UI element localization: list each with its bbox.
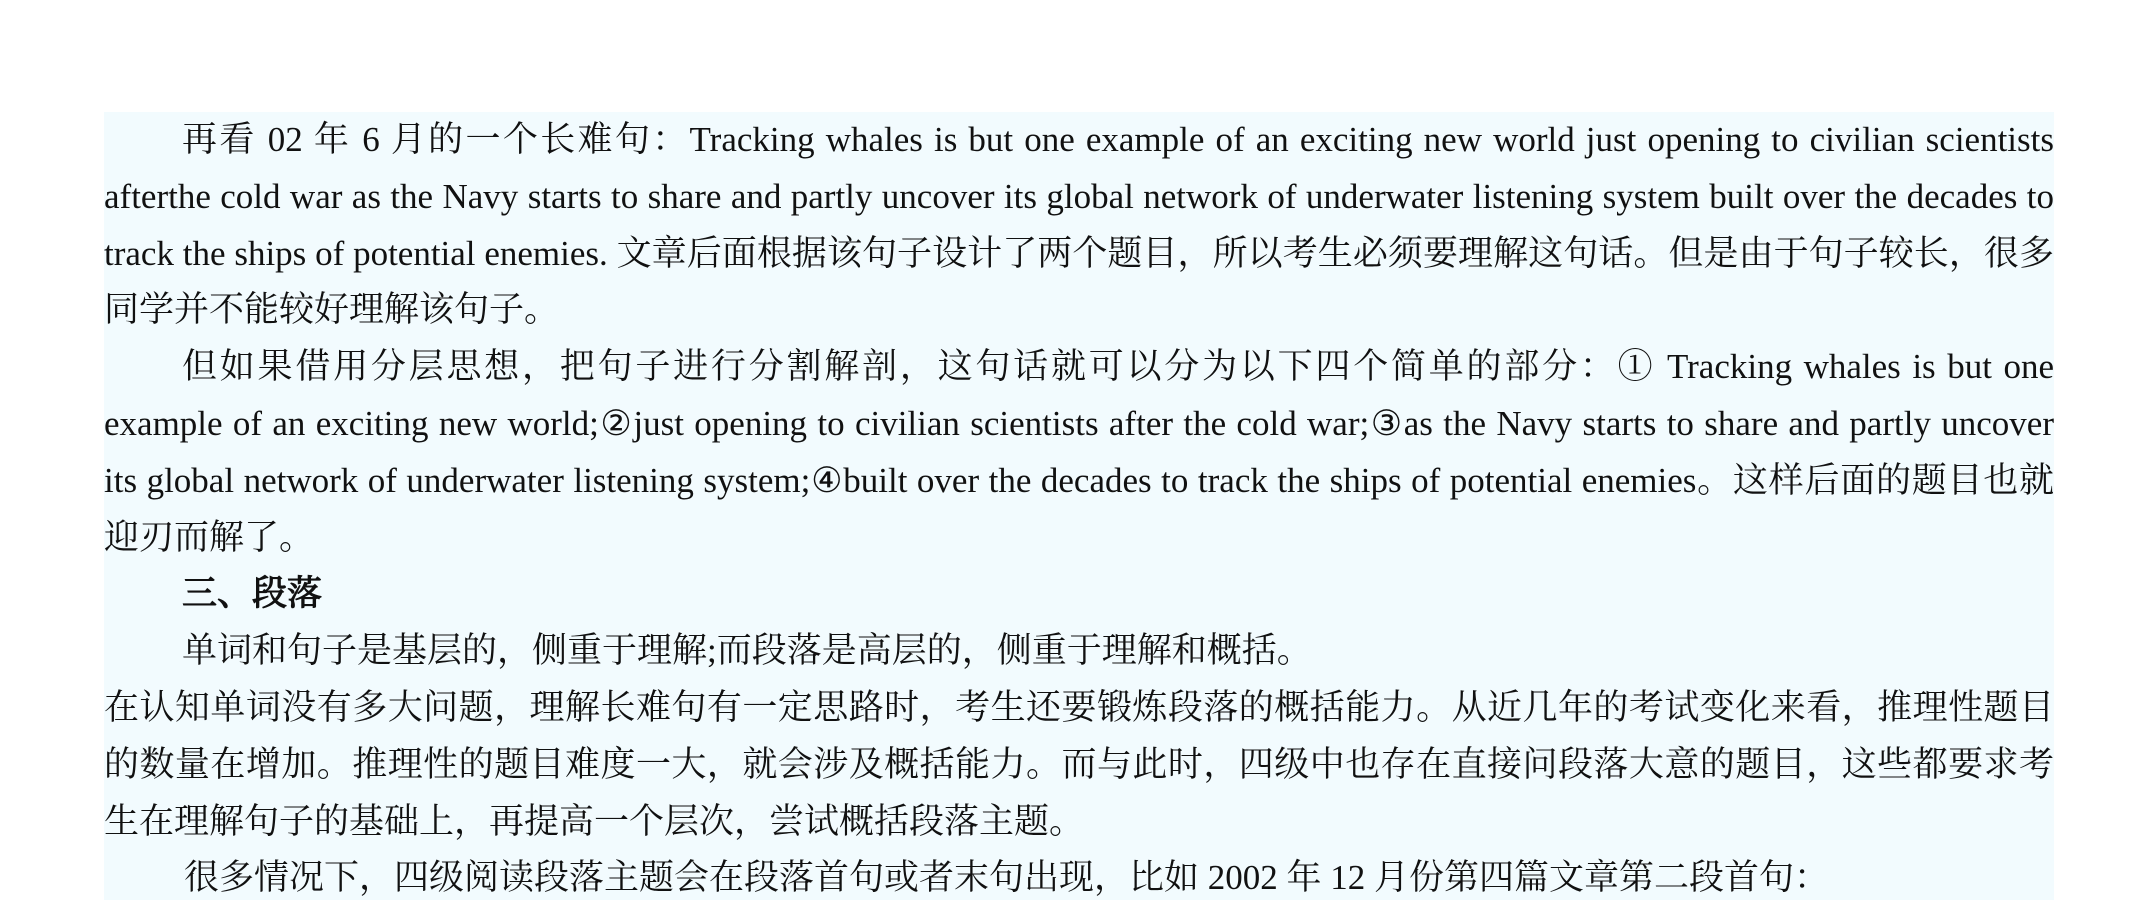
paragraph-sentence-breakdown: 但如果借用分层思想，把句子进行分割解剖，这句话就可以分为以下四个简单的部分：① Tracking whales is but one example of an exciting new world;②just opening to civilian scientists after the cold war;③as the Navy starts to share and partly uncover its global network of underwater listening system;④built over the decades to track the ships of potential enemies。这样后面的题目也就迎刃而解了。 <box>104 347 2054 557</box>
document-body <box>104 112 2054 907</box>
paragraph-summary-ability: 在认知单词没有多大问题，理解长难句有一定思路时，考生还要锻炼段落的概括能力。从近几年的考试变化来看，推理性题目的数量在增加。推理性的题目难度一大，就会涉及概括能力。而与此时，四级中也存在直接问段落大意的题目，这些都要求考生在理解句子的基础上，再提高一个层次，尝试概括段落主题。 <box>104 687 2054 841</box>
paragraph-topic-sentence: 很多情况下，四级阅读段落主题会在段落首句或者末句出现，比如 2002 年 12 月份第四篇文章第二段首句： <box>184 858 1830 898</box>
paragraph-words-and-sentences: 单词和句子是基层的，侧重于理解;而段落是高层的，侧重于理解和概括。 <box>182 631 1312 671</box>
section-heading-paragraph: 三、段落 <box>182 574 323 614</box>
paragraph-long-sentence-example: 再看 02 年 6 月的一个长难句：Tracking whales is but one example of an exciting new world just opening to civilian scientists afterthe cold war as the Navy starts to share and partly uncover its global network of underwater listening system built over the decades to track the ships of potential enemies. 文章后面根据该句子设计了两个题目，所以考生必须要理解这句话。但是由于句子较长，很多同学并不能较好理解该句子。 <box>104 120 2054 330</box>
